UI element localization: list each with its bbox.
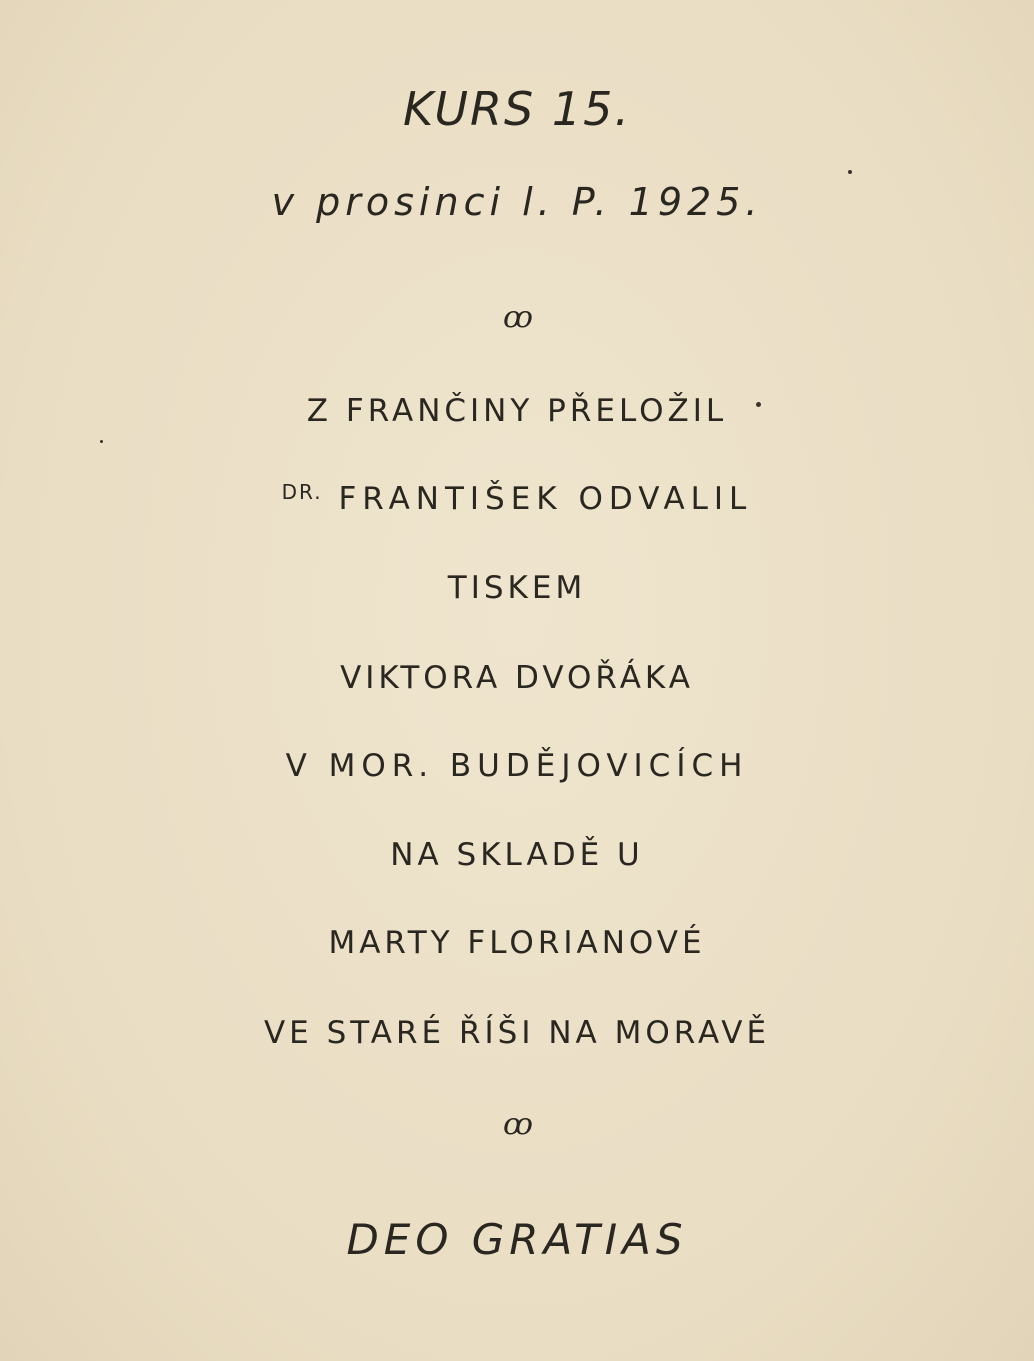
series-title: KURS 15. bbox=[403, 82, 631, 136]
ink-speck bbox=[848, 170, 852, 174]
publication-date: v prosinci l. P. 1925. bbox=[271, 180, 763, 224]
printer-name: VIKTORA DVOŘÁKA bbox=[340, 660, 694, 696]
translator-prefix: DR. bbox=[281, 480, 323, 504]
ornament-top: ꝏ bbox=[503, 300, 531, 335]
closing-text: DEO GRATIAS bbox=[346, 1215, 688, 1264]
ink-speck bbox=[100, 440, 103, 443]
printed-by-label: TISKEM bbox=[447, 570, 587, 606]
translator-name: FRANTIŠEK ODVALIL bbox=[338, 481, 753, 517]
stock-label: NA SKLADĚ U bbox=[390, 837, 644, 873]
ornament-bottom: ꝏ bbox=[503, 1107, 531, 1142]
printer-place: V MOR. BUDĚJOVICÍCH bbox=[285, 748, 749, 784]
stockist-place: VE STARÉ ŘÍŠI NA MORAVĚ bbox=[263, 1015, 771, 1051]
translator-line bbox=[0, 480, 1034, 517]
ink-speck bbox=[756, 402, 761, 407]
stockist-name: MARTY FLORIANOVÉ bbox=[328, 925, 706, 961]
translated-by-line: Z FRANČINY PŘELOŽIL bbox=[306, 393, 728, 429]
